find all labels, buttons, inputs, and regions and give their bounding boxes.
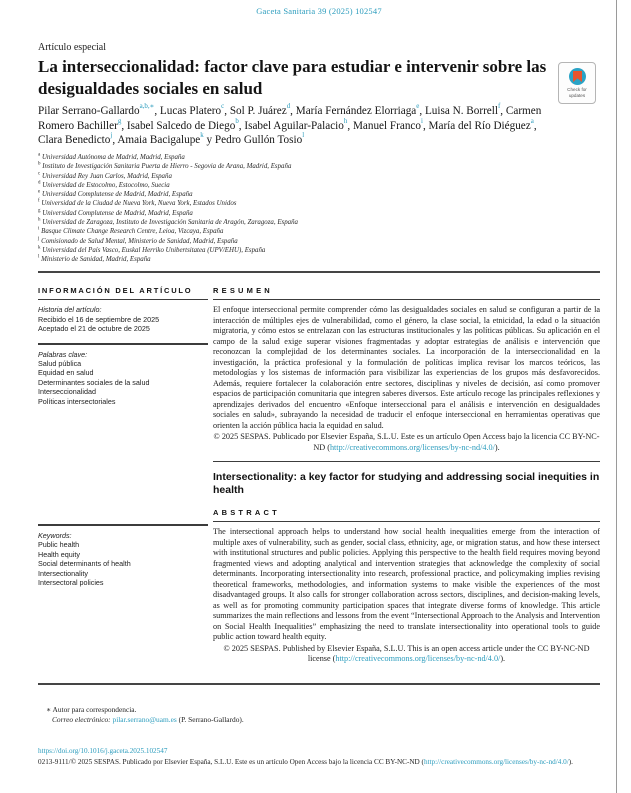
author-name: Clara Benedicto (38, 134, 111, 147)
copyright-en: © 2025 SESPAS. Published by Elsevier España, S.L.U. This is an open access article under the CC BY-NC-ND license (http://creativecommons.org/licenses/by-nc-nd/4.0/). (223, 643, 590, 663)
keywords-en-rule (38, 524, 208, 526)
author-affiliation-sup: g (117, 116, 122, 125)
article-info-column (38, 286, 208, 406)
affiliation-sup: j (38, 236, 40, 242)
author-separator: , (347, 119, 353, 132)
author (38, 102, 160, 117)
affiliation-text: Ministerio de Sanidad, Madrid, España (41, 256, 151, 264)
author-separator: , (121, 119, 127, 132)
keyword-item: Determinantes sociales de la salud (38, 377, 150, 387)
crossmark-circle-icon (569, 68, 586, 85)
affiliation-text: Comisionado de Salud Mental, Ministerio de Sanidad, Madrid, España (41, 237, 238, 245)
affiliation-sup: a (38, 152, 41, 158)
keywords-es-label: Palabras clave: (38, 349, 88, 359)
badge-label: Check for updates (567, 87, 587, 98)
correspondence-text: Autor para correspondencia. (52, 705, 137, 714)
article-type-label: Artículo especial (38, 42, 107, 53)
license-link-en[interactable]: http://creativecommons.org/licenses/by-nc-nd/4.0/ (335, 654, 501, 663)
affiliation-item (38, 227, 600, 236)
author-separator: , (112, 134, 118, 147)
author (244, 116, 353, 132)
received-date: Recibido el 16 de septiembre de 2025 (38, 314, 160, 324)
correspondence-note (38, 705, 244, 725)
email-link[interactable]: pilar.serrano@uam.es (112, 715, 177, 724)
affiliation-sup: d (38, 180, 41, 186)
email-label: Correo electrónico: (52, 715, 111, 724)
affiliation-sup: i (38, 227, 40, 233)
affiliation-item (38, 255, 600, 264)
author-separator: , (422, 119, 429, 132)
article-title: La interseccionalidad: factor clave para estudiar e intervenir sobre las desigualdades sociales en salud (38, 57, 547, 98)
author (428, 116, 537, 132)
info-heading: INFORMACIÓN DEL ARTÍCULO (38, 286, 193, 295)
keyword-item: Health equity (38, 549, 80, 559)
header-divider (38, 271, 600, 273)
affiliation-item (38, 172, 600, 181)
author-affiliation-sup: j (110, 131, 113, 140)
author-affiliation-sup: k (200, 131, 204, 140)
affiliation-item (38, 218, 600, 227)
affiliation-sup: g (38, 208, 41, 214)
author-affiliation-sup: f (497, 102, 501, 111)
author-affiliation-sup: b (235, 116, 239, 125)
author (229, 102, 296, 117)
author-affiliation-sup: l (302, 131, 305, 140)
footer-divider (38, 683, 600, 685)
author-affiliation-sup: i (421, 116, 423, 125)
author-name: Pedro Gullón Tosio (214, 134, 303, 147)
check-for-updates-badge[interactable] (558, 62, 596, 104)
resumen-body: El enfoque interseccional permite comprender cómo las desigualdades sociales en salud se configuran a partir de la interacción de múltiples ejes de vulnerabilidad, como el género, la clase social, la etnicidad, la edad o la situación migratoria, y cómo estos se entrelazan con las estructuras institucionales y las políticas públicas. Su aplicación en el campo de la salud exige superar visiones fragmentadas y adoptar estrategias de análisis e intervención que reconozcan la complejidad de los determinantes sociales. La incorporación de la interseccionalidad en la investigación, la práctica profesional y la formulación de políticas implica revisar los marcos teóricos, las metodologías y los sistemas de información para visibilizar las experiencias de los grupos más desfavorecidos. Además, requiere fortalecer la colaboración entre sectores, disciplinas y niveles de decisión, así como promover espacios de participación comunitaria que integren saberes diversos. Este artículo recoge las principales reflexiones y aprendizajes derivados del encuentro «Enfoque interseccional para el análisis e intervención en desigualdades sociales en salud», subrayando la necesidad de traducir el enfoque interseccional en herramientas operativas que orienten la acción pública hacia la equidad en salud. (213, 305, 600, 430)
journal-ref: Gaceta Sanitaria 39 (2025) 102547 (256, 6, 382, 16)
affiliations-list (38, 153, 600, 265)
resumen-rule (213, 299, 600, 300)
abstracts-column (213, 286, 600, 665)
affiliation-sup: h (38, 217, 41, 223)
history-label: Historia del artículo: (38, 305, 102, 315)
keyword-item: Public health (38, 540, 80, 550)
keyword-item: Salud pública (38, 359, 82, 369)
author-separator: , (154, 105, 160, 117)
author (214, 131, 305, 147)
author-separator: , (290, 105, 296, 117)
author (38, 131, 118, 147)
author-separator: , (238, 119, 245, 132)
abstract-body: The intersectional approach helps to understand how social health inequalities emerge from the interaction of multiple axes of vulnerability, such as gender, social class, ethnicity, age, or migration status, and how these intersect with institutional structures and public policies. Applying this perspective to the health field requires moving beyond fragmented views and adopting analytical and intervention strategies that acknowledge the complexity of social determinants. Incorporating intersectionality into research, professional practice, and policymaking implies revising theoretical frameworks, methodologies, and information systems to make visible the experiences of the most disadvantaged groups. It also calls for stronger collaboration across sectors, disciplines, and decision-making levels, as well as for promoting community participation spaces that integrate diverse forms of knowledge. This article summarizes the main reflections and lessons from the event “Intersectional Approach to the Analysis and Intervention on Social Health Inequalities” emphasizing the need to translate intersectionality into operational tools to guide public action toward health equity. (213, 527, 600, 641)
affiliation-text: Universidad Autónoma de Madrid, Madrid, España (41, 154, 185, 161)
author-affiliation-sup: d (286, 102, 291, 111)
author-separator: , (500, 105, 506, 117)
author-name: Pilar Serrano-Gallardo (38, 105, 140, 117)
affiliation-item (38, 246, 600, 255)
author-name: Lucas Platero (159, 105, 222, 117)
affiliation-text: Universidad de Estocolmo, Estocolmo, Suecia (42, 181, 170, 189)
author-name: Amaia Bacigalupe (117, 134, 201, 147)
author-affiliation-sup: h (343, 116, 348, 125)
author (295, 102, 425, 117)
affiliation-sup: k (38, 245, 41, 251)
keywords-en-list (38, 540, 208, 587)
license-link-footer[interactable]: http://creativecommons.org/licenses/by-nc-nd/4.0/ (423, 758, 569, 766)
author-name: Luisa N. Borrell (424, 105, 498, 117)
affiliation-text: Universidad Complutense de Madrid, Madrid, España (41, 191, 193, 199)
author (126, 116, 245, 132)
doi-link[interactable]: https://doi.org/10.1016/j.gaceta.2025.102547 (38, 747, 168, 755)
author-name: María Fernández Elorriaga (295, 105, 417, 117)
affiliation-item (38, 153, 600, 162)
affiliation-text: Universidad Complutense de Madrid, Madrid, España (42, 209, 193, 217)
author-affiliation-sup: c (221, 102, 225, 111)
authors-line (38, 104, 553, 148)
accepted-date: Aceptado el 21 de octubre de 2025 (38, 324, 150, 334)
email-suffix: (P. Serrano-Gallardo). (178, 715, 244, 724)
author-separator: , (533, 119, 537, 132)
keyword-item: Políticas intersectoriales (38, 396, 116, 406)
keywords-en-column (38, 524, 208, 587)
author-name: Isabel Salcedo de Diego (126, 119, 236, 132)
author-name: María del Río Diéguez (428, 119, 531, 132)
abstract-heading: ABSTRACT (213, 508, 280, 517)
affiliation-text: Universidad del País Vasco, Euskal Herriko Unibertsitatea (UPV/EHU), España (42, 246, 266, 254)
affiliation-sup: c (38, 171, 41, 177)
english-title: Intersectionality: a key factor for studying and addressing social inequities in health (213, 471, 600, 496)
license-link-es[interactable]: http://creativecommons.org/licenses/by-nc-nd/4.0/ (329, 442, 495, 452)
issn-license-line: 0213-9111/© 2025 SESPAS. Publicado por Elsevier España, S.L.U. Este es un artículo Open Access bajo la licencia CC BY-NC-ND (http://creativecommons.org/licenses/by-nc-nd/4.0/). (38, 758, 573, 766)
footnote-marker: ∗ (46, 705, 52, 714)
affiliation-sup: e (38, 189, 41, 195)
author-affiliation-sup: e (416, 102, 420, 111)
keyword-item: Intersectoral policies (38, 578, 104, 588)
author-affiliation-sup: a (530, 116, 534, 125)
affiliation-item (38, 199, 600, 208)
affiliation-item (38, 209, 600, 218)
affiliation-sup: f (38, 199, 40, 205)
affiliation-sup: b (38, 162, 41, 167)
author-affiliation-sup: a,b,∗ (139, 102, 155, 111)
author (117, 131, 215, 147)
author-name: Isabel Aguilar-Palacio (244, 119, 344, 132)
affiliation-item (38, 237, 600, 246)
author-name: Manuel Franco (352, 119, 421, 132)
abstract-rule (213, 521, 600, 522)
affiliation-item (38, 181, 600, 190)
affiliation-sup: l (38, 254, 40, 260)
info-heading-rule (38, 299, 208, 300)
bookmark-icon (573, 71, 582, 82)
affiliation-text: Basque Climate Change Research Centre, Leioa, Vizcaya, España (41, 228, 224, 236)
keywords-es-list (38, 359, 208, 406)
affiliation-item (38, 162, 600, 171)
affiliation-text: Universidad Rey Juan Carlos, Madrid, España (41, 172, 172, 180)
author-name: Sol P. Juárez (229, 105, 287, 117)
affiliation-item (38, 190, 600, 199)
resumen-heading: RESUMEN (213, 286, 273, 295)
author-separator: , (419, 105, 425, 117)
author (159, 102, 230, 117)
affiliation-text: Universidad de la Ciudad de Nueva York, Nueva York, Estados Unidos (41, 200, 237, 208)
page-border-line (616, 0, 617, 793)
author (424, 102, 506, 117)
copyright-es: © 2025 SESPAS. Publicado por Elsevier España, S.L.U. Este es un artículo Open Access bajo la licencia CC BY-NC-ND (http://creativecommons.org/licenses/by-nc-nd/4.0/). (213, 432, 600, 452)
affiliation-text: Instituto de Investigación Sanitaria Puerta de Hierro - Segovia de Arana, Madrid, España (42, 163, 292, 171)
keyword-item: Interseccionalidad (38, 387, 96, 397)
keywords-en-label: Keywords: (38, 531, 72, 540)
author-name: Carmen Romero Bachiller (38, 105, 542, 132)
author-separator: , (224, 105, 230, 117)
english-section-rule (213, 461, 600, 462)
keyword-item: Intersectionality (38, 568, 88, 578)
author (352, 116, 429, 132)
author-separator: y (203, 134, 215, 147)
keyword-item: Equidad en salud (38, 368, 94, 378)
keywords-es-rule (38, 343, 208, 345)
keyword-item: Social determinants of health (38, 559, 131, 569)
affiliation-text: Universidad de Zaragoza, Instituto de Investigación Sanitaria de Aragón, Zaragoza, España (42, 219, 298, 227)
